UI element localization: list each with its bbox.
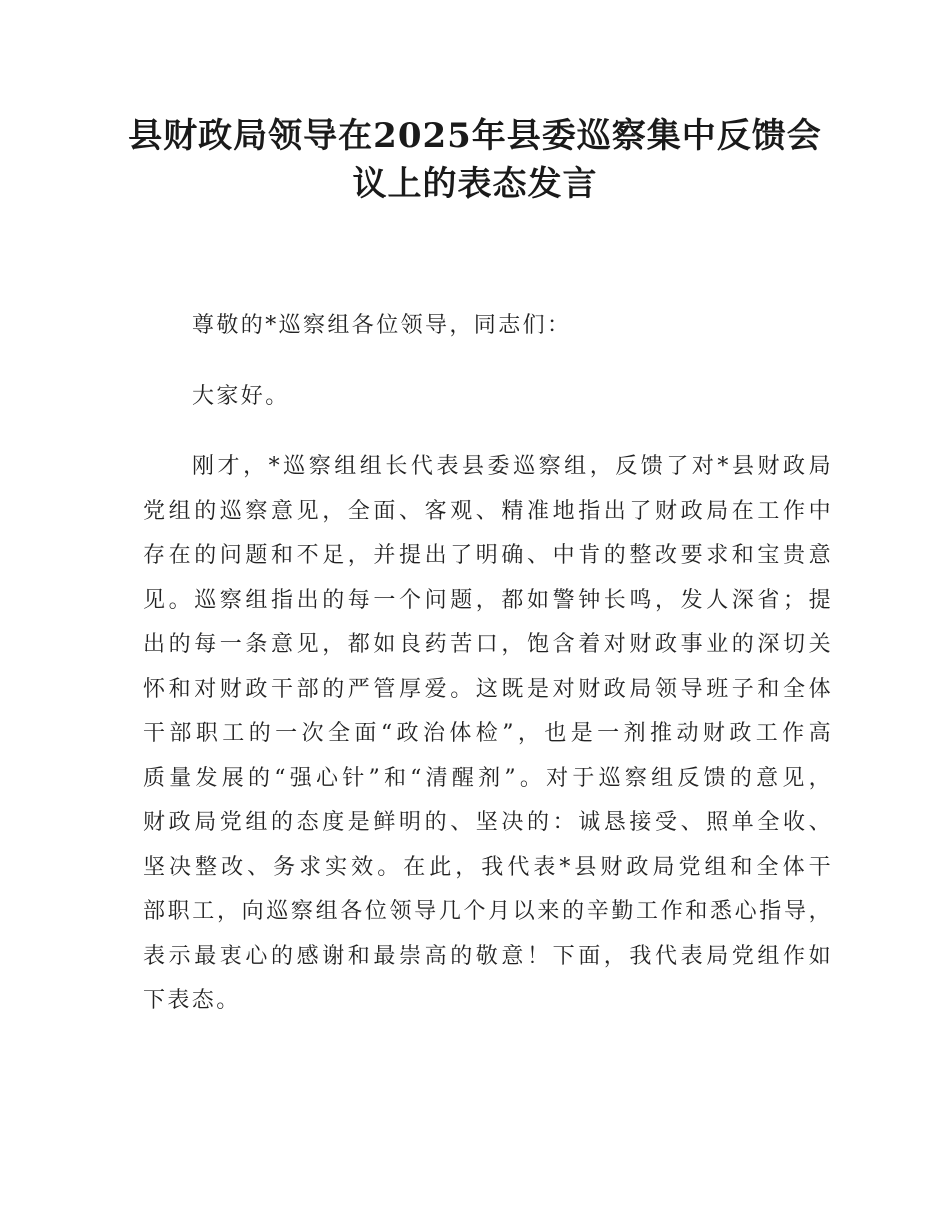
paragraph-line: 刚才，*巡察组组长代表县委巡察组，反馈了对*县财政局 [192,454,833,479]
title-line: 议上的表态发言 [352,164,598,204]
greeting-paragraph [143,375,833,420]
document-title [120,112,830,208]
paragraph-line: 财政局党组的态度是鲜明的、坚决的：诚恳接受、照单全收、 [143,810,833,835]
paragraph-line: 见。巡察组指出的每一个问题，都如警钟长鸣，发人深省；提 [143,587,833,613]
paragraph-line: 坚决整改、务求实效。在此，我代表*县财政局党组和全体干 [143,854,833,880]
document-body [143,304,833,1050]
main-paragraph [143,445,833,1024]
paragraph-line: 表示最衷心的感谢和最崇高的敬意！下面，我代表局党组作如 [143,943,833,969]
paragraph-line: 出的每一条意见，都如良药苦口，饱含着对财政事业的深切关 [143,632,833,657]
paragraph-line: 存在的问题和不足，并提出了明确、中肯的整改要求和宝贵意 [143,543,833,568]
paragraph-line: 下表态。 [143,988,241,1013]
salutation-paragraph [143,304,833,349]
paragraph-line: 怀和对财政干部的严管厚爱。这既是对财政局领导班子和全体 [143,676,833,702]
title-line: 县财政局领导在2025年县委巡察集中反馈会 [128,116,822,156]
paragraph-line: 部职工，向巡察组各位领导几个月以来的辛勤工作和悉心指导， [143,899,833,924]
paragraph-line: 干部职工的一次全面“政治体检”，也是一剂推动财政工作高 [143,721,833,746]
paragraph-line: 质量发展的“强心针”和“清醒剂”。对于巡察组反馈的意见， [143,765,833,791]
salutation: 尊敬的*巡察组各位领导，同志们： [192,313,572,338]
paragraph-line: 党组的巡察意见，全面、客观、精准地指出了财政局在工作中 [143,498,833,524]
greeting: 大家好。 [192,383,290,409]
